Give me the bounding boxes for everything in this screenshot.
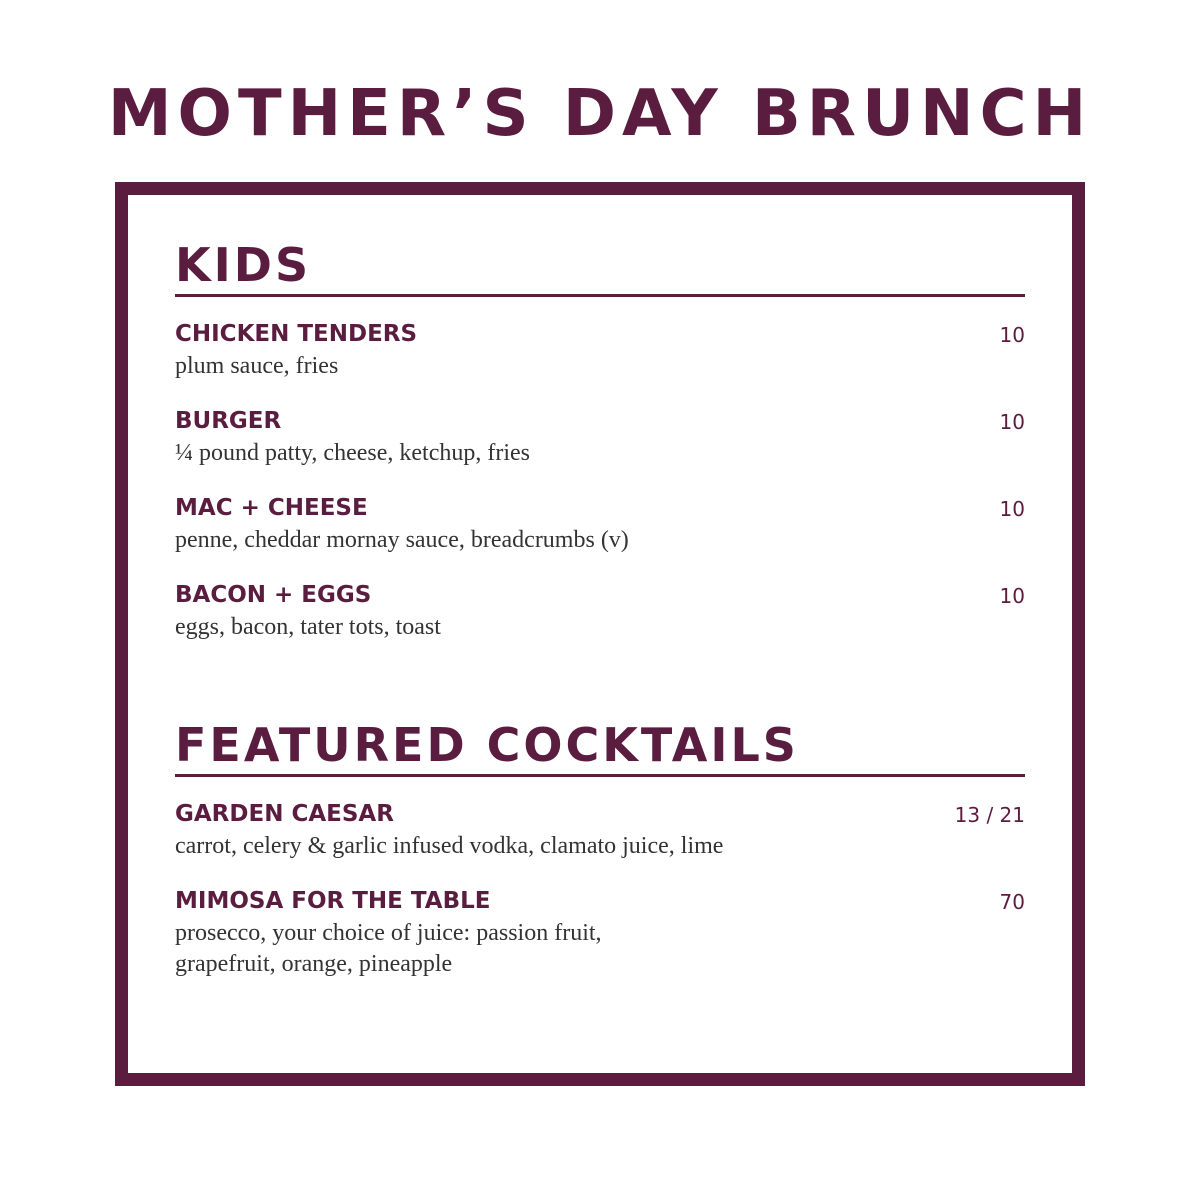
menu-item-name: BURGER — [175, 408, 282, 434]
menu-item-price: 10 — [999, 584, 1025, 608]
menu-item-description: penne, cheddar mornay sauce, breadcrumbs (v) — [175, 527, 629, 553]
menu-item-price: 10 — [999, 410, 1025, 434]
menu-item-name: CHICKEN TENDERS — [175, 321, 418, 347]
menu-item — [175, 799, 1025, 862]
section-heading: FEATURED COCKTAILS — [175, 718, 799, 772]
menu-item-name: MIMOSA FOR THE TABLE — [175, 888, 491, 914]
menu-item — [175, 580, 1025, 643]
menu-item — [175, 886, 1025, 980]
section-divider — [175, 294, 1025, 297]
menu-item-price: 10 — [999, 323, 1025, 347]
menu-item — [175, 493, 1025, 556]
menu-item-description: plum sauce, fries — [175, 353, 339, 379]
menu-item — [175, 406, 1025, 469]
menu-item-description: ¼ pound patty, cheese, ketchup, fries — [175, 440, 530, 466]
menu-item-description: carrot, celery & garlic infused vodka, clamato juice, lime — [175, 833, 724, 859]
section-divider — [175, 774, 1025, 777]
menu-item-price: 70 — [999, 890, 1025, 914]
menu-item-name: GARDEN CAESAR — [175, 801, 394, 827]
menu-item-list — [175, 799, 1025, 980]
menu-item-price: 13 / 21 — [954, 803, 1025, 827]
menu-item-list — [175, 319, 1025, 643]
menu-item-name: BACON + EGGS — [175, 582, 372, 608]
section-featured-cocktails — [175, 716, 1025, 980]
page-title: MOTHER’S DAY BRUNCH — [107, 77, 1093, 151]
menu-item-name: MAC + CHEESE — [175, 495, 368, 521]
menu-item — [175, 319, 1025, 382]
section-kids — [175, 236, 1025, 643]
menu-item-price: 10 — [999, 497, 1025, 521]
section-heading: KIDS — [175, 238, 312, 292]
menu-item-description: prosecco, your choice of juice: passion fruit, grapefruit, orange, pineapple — [175, 920, 602, 977]
menu-item-description: eggs, bacon, tater tots, toast — [175, 614, 441, 640]
